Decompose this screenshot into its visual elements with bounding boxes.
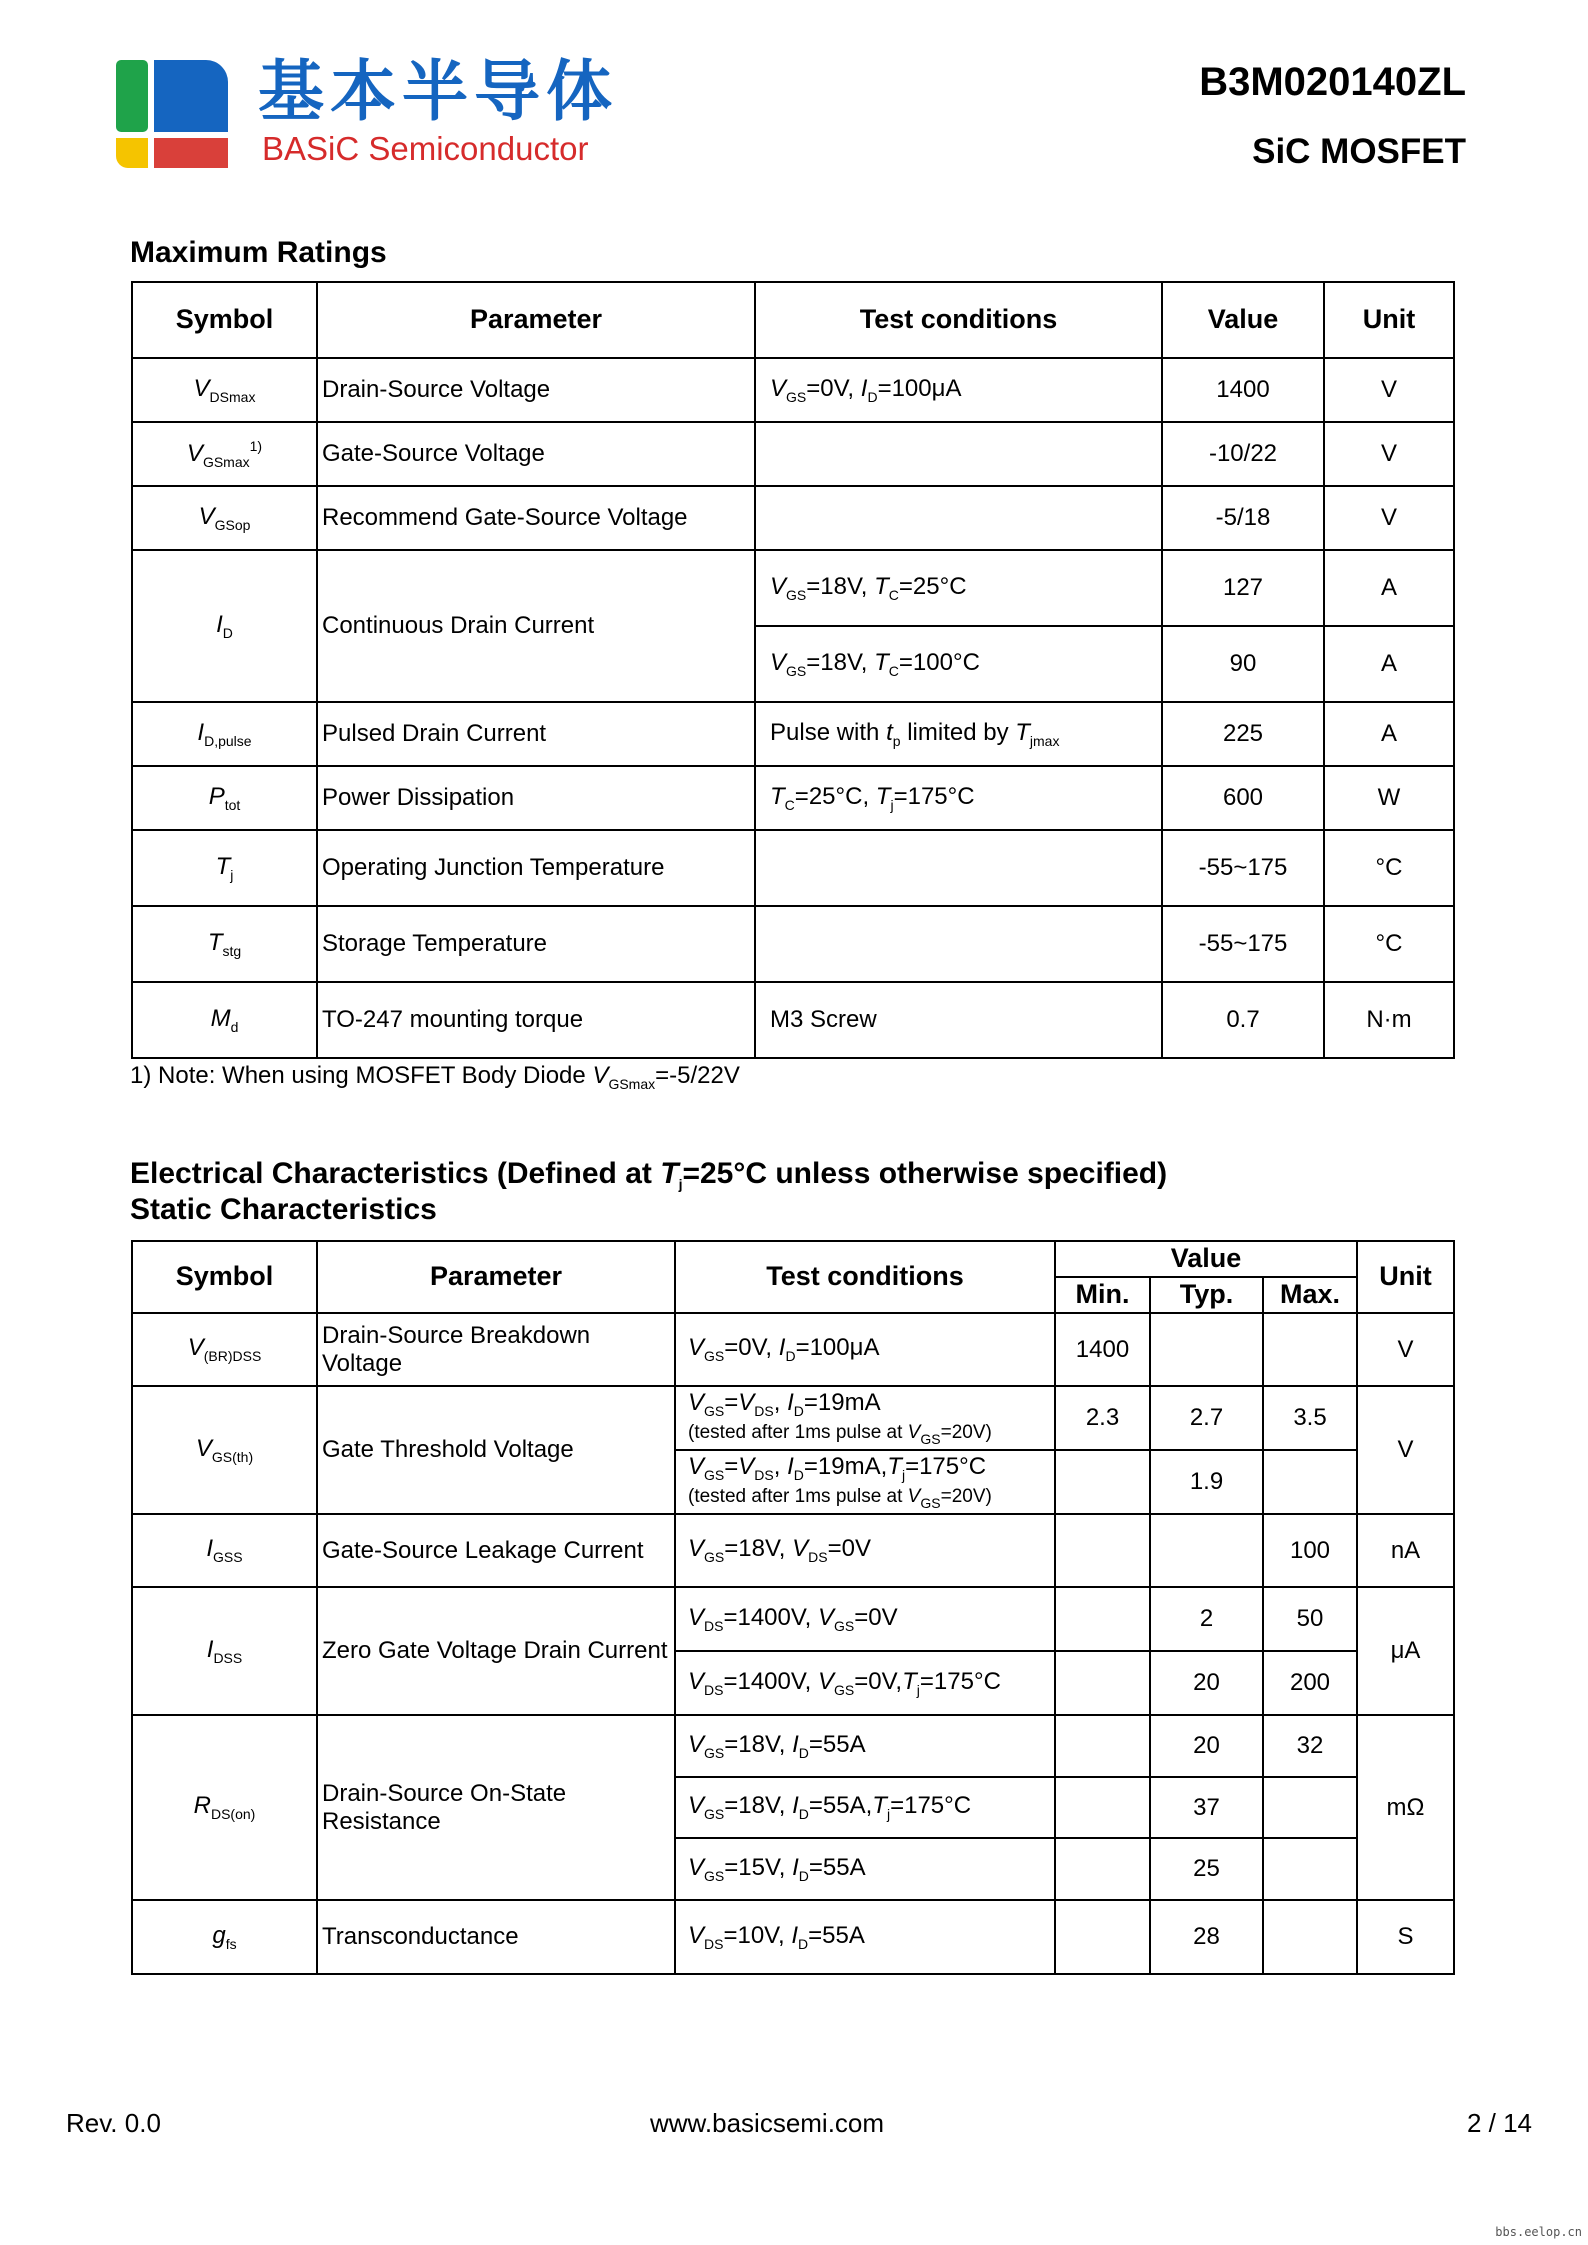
- value-cell: -55~175: [1162, 830, 1324, 906]
- condition-cell: [755, 906, 1162, 982]
- typ-cell: 20: [1150, 1715, 1263, 1777]
- value-cell: 600: [1162, 766, 1324, 830]
- parameter-cell: TO-247 mounting torque: [317, 982, 755, 1058]
- min-cell: [1055, 1587, 1150, 1651]
- logo-english-name: BASiC Semiconductor: [262, 130, 589, 167]
- min-cell: [1055, 1838, 1150, 1900]
- symbol-cell: $I_{D,pulse}$: [132, 702, 317, 766]
- condition-cell: Pulse with $t_p$ limited by $T_{jmax}$: [755, 702, 1162, 766]
- unit-cell: W: [1324, 766, 1454, 830]
- header-unit: Unit: [1357, 1241, 1454, 1313]
- typ-cell: 37: [1150, 1777, 1263, 1838]
- unit-cell: A: [1324, 550, 1454, 626]
- condition-cell: $V_{DS}=10V$, $I_D=55A$: [675, 1900, 1055, 1974]
- max-cell: [1263, 1838, 1357, 1900]
- header-symbol: Symbol: [132, 1241, 317, 1313]
- part-number: B3M020140ZL: [1199, 60, 1466, 104]
- min-cell: [1055, 1450, 1150, 1514]
- max-cell: 3.5: [1263, 1386, 1357, 1450]
- unit-cell: mΩ: [1357, 1715, 1454, 1900]
- symbol-cell: $T_j$: [132, 830, 317, 906]
- min-cell: [1055, 1651, 1150, 1715]
- unit-cell: °C: [1324, 830, 1454, 906]
- condition-cell: $V_{GS}=0V$, $I_D=100\mu A$: [675, 1313, 1055, 1386]
- header-symbol: Symbol: [132, 282, 317, 358]
- revision-label: Rev. 0.0: [66, 2108, 161, 2138]
- value-cell: 225: [1162, 702, 1324, 766]
- body-diode-note: 1) Note: When using MOSFET Body Diode $V_{GSmax}=-5/22V$: [130, 1062, 740, 1092]
- typ-cell: [1150, 1514, 1263, 1587]
- parameter-cell: Gate Threshold Voltage: [317, 1386, 675, 1514]
- table-row: [132, 358, 1454, 422]
- parameter-cell: Storage Temperature: [317, 906, 755, 982]
- website-link[interactable]: www.basicsemi.com: [650, 2108, 885, 2138]
- value-cell: 90: [1162, 626, 1324, 702]
- value-cell: 0.7: [1162, 982, 1324, 1058]
- condition-cell: $T_C=25^\circ C$, $T_j=175^\circ C$: [755, 766, 1162, 830]
- parameter-cell: Drain-Source Voltage: [317, 358, 755, 422]
- header-test-conditions: Test conditions: [675, 1241, 1055, 1313]
- condition-cell: [755, 486, 1162, 550]
- condition-cell: $V_{GS}=15V$, $I_D=55A$: [675, 1838, 1055, 1900]
- condition-cell: $V_{GS}=18V$, $T_C=100^\circ C$: [755, 626, 1162, 702]
- static-characteristics-table: [131, 1240, 1455, 1975]
- condition-cell: $V_{GS}=0V$, $I_D=100\mu A$: [755, 358, 1162, 422]
- unit-cell: μA: [1357, 1587, 1454, 1715]
- table-header-row: [132, 1241, 1454, 1277]
- unit-cell: V: [1324, 422, 1454, 486]
- condition-cell: $V_{DS}=1400V$, $V_{GS}=0V,T_j=175^\circ C$: [675, 1651, 1055, 1715]
- value-cell: -5/18: [1162, 486, 1324, 550]
- max-cell: [1263, 1450, 1357, 1514]
- symbol-cell: $M_d$: [132, 982, 317, 1058]
- max-cell: [1263, 1900, 1357, 1974]
- max-cell: [1263, 1777, 1357, 1838]
- min-cell: [1055, 1900, 1150, 1974]
- symbol-cell: $T_{stg}$: [132, 906, 317, 982]
- min-cell: [1055, 1777, 1150, 1838]
- unit-cell: V: [1357, 1386, 1454, 1514]
- unit-cell: V: [1324, 358, 1454, 422]
- unit-cell: °C: [1324, 906, 1454, 982]
- table-row: [132, 1587, 1454, 1651]
- header-max: Max.: [1263, 1277, 1357, 1313]
- device-type: SiC MOSFET: [1252, 132, 1466, 171]
- parameter-cell: Gate-Source Voltage: [317, 422, 755, 486]
- condition-cell: [755, 422, 1162, 486]
- value-cell: -55~175: [1162, 906, 1324, 982]
- typ-cell: 28: [1150, 1900, 1263, 1974]
- static-characteristics-title: Static Characteristics: [130, 1193, 437, 1226]
- parameter-cell: Continuous Drain Current: [317, 550, 755, 702]
- typ-cell: [1150, 1313, 1263, 1386]
- parameter-cell: Drain-Source On-State Resistance: [317, 1715, 675, 1900]
- table-row: [132, 766, 1454, 830]
- value-cell: -10/22: [1162, 422, 1324, 486]
- symbol-cell: $I_D$: [132, 550, 317, 702]
- parameter-cell: Recommend Gate-Source Voltage: [317, 486, 755, 550]
- symbol-cell: $V_{GS(th)}$: [132, 1386, 317, 1514]
- table-row: [132, 830, 1454, 906]
- typ-cell: 2: [1150, 1587, 1263, 1651]
- symbol-cell: $P_{tot}$: [132, 766, 317, 830]
- unit-cell: S: [1357, 1900, 1454, 1974]
- unit-cell: V: [1324, 486, 1454, 550]
- typ-cell: 1.9: [1150, 1450, 1263, 1514]
- max-ratings-title: Maximum Ratings: [130, 236, 387, 269]
- header-parameter: Parameter: [317, 1241, 675, 1313]
- symbol-cell: $g_{fs}$: [132, 1900, 317, 1974]
- header-parameter: Parameter: [317, 282, 755, 358]
- max-cell: 32: [1263, 1715, 1357, 1777]
- unit-cell: A: [1324, 702, 1454, 766]
- symbol-cell: $V_{(BR)DSS}$: [132, 1313, 317, 1386]
- condition-cell: $V_{GS}=V_{DS}$, $I_D=19mA,T_j=175^\circ C$ (tested after 1ms pulse at $V_{GS}=20V$): [675, 1450, 1055, 1514]
- min-cell: 1400: [1055, 1313, 1150, 1386]
- unit-cell: nA: [1357, 1514, 1454, 1587]
- table-row: [132, 422, 1454, 486]
- condition-cell: $V_{GS}=18V$, $T_C=25^\circ C$: [755, 550, 1162, 626]
- header-test-conditions: Test conditions: [755, 282, 1162, 358]
- min-cell: [1055, 1715, 1150, 1777]
- table-row: [132, 1715, 1454, 1777]
- condition-cell: $V_{GS}=18V$, $V_{DS}=0V$: [675, 1514, 1055, 1587]
- condition-cell: $V_{GS}=18V$, $I_D=55A$: [675, 1715, 1055, 1777]
- table-row: [132, 906, 1454, 982]
- max-cell: [1263, 1313, 1357, 1386]
- table-row: [132, 1386, 1454, 1450]
- table-row: [132, 1313, 1454, 1386]
- table-row: [132, 1900, 1454, 1974]
- table-row: [132, 486, 1454, 550]
- parameter-cell: Drain-Source Breakdown Voltage: [317, 1313, 675, 1386]
- parameter-cell: Gate-Source Leakage Current: [317, 1514, 675, 1587]
- min-cell: 2.3: [1055, 1386, 1150, 1450]
- max-cell: 50: [1263, 1587, 1357, 1651]
- typ-cell: 2.7: [1150, 1386, 1263, 1450]
- unit-cell: V: [1357, 1313, 1454, 1386]
- parameter-cell: Pulsed Drain Current: [317, 702, 755, 766]
- max-cell: 200: [1263, 1651, 1357, 1715]
- header-value: Value: [1055, 1241, 1357, 1277]
- table-row: [132, 550, 1454, 626]
- symbol-cell: $I_{DSS}$: [132, 1587, 317, 1715]
- logo-chinese-name: 基本半导体: [258, 54, 618, 128]
- condition-cell: $V_{GS}=18V$, $I_D=55A,T_j=175^\circ C$: [675, 1777, 1055, 1838]
- parameter-cell: Power Dissipation: [317, 766, 755, 830]
- symbol-cell: $R_{DS(on)}$: [132, 1715, 317, 1900]
- table-header-row: [132, 282, 1454, 358]
- table-row: [132, 1514, 1454, 1587]
- condition-cell: $V_{DS}=1400V$, $V_{GS}=0V$: [675, 1587, 1055, 1651]
- header-min: Min.: [1055, 1277, 1150, 1313]
- symbol-cell: $V_{DSmax}$: [132, 358, 317, 422]
- unit-cell: N·m: [1324, 982, 1454, 1058]
- condition-cell: $V_{GS}=V_{DS}$, $I_D=19mA$ (tested after 1ms pulse at $V_{GS}=20V$): [675, 1386, 1055, 1450]
- page-number: 2 / 14: [1466, 2108, 1532, 2138]
- condition-cell: M3 Screw: [755, 982, 1162, 1058]
- unit-cell: A: [1324, 626, 1454, 702]
- typ-cell: 20: [1150, 1651, 1263, 1715]
- header-value: Value: [1162, 282, 1324, 358]
- symbol-cell: $I_{GSS}$: [132, 1514, 317, 1587]
- symbol-cell: $V_{GSmax}^{1)}$: [132, 422, 317, 486]
- parameter-cell: Operating Junction Temperature: [317, 830, 755, 906]
- header-unit: Unit: [1324, 282, 1454, 358]
- typ-cell: 25: [1150, 1838, 1263, 1900]
- company-logo-icon: [116, 60, 228, 168]
- value-cell: 1400: [1162, 358, 1324, 422]
- parameter-cell: Zero Gate Voltage Drain Current: [317, 1587, 675, 1715]
- value-cell: 127: [1162, 550, 1324, 626]
- header-typ: Typ.: [1150, 1277, 1263, 1313]
- electrical-characteristics-title: Electrical Characteristics (Defined at $T_j=25^\circ C$ unless otherwise specified): [130, 1157, 1168, 1192]
- table-row: [132, 702, 1454, 766]
- max-ratings-table: [131, 281, 1455, 1059]
- parameter-cell: Transconductance: [317, 1900, 675, 1974]
- condition-cell: [755, 830, 1162, 906]
- watermark: bbs.eelop.cn: [1495, 2225, 1582, 2239]
- max-cell: 100: [1263, 1514, 1357, 1587]
- min-cell: [1055, 1514, 1150, 1587]
- symbol-cell: $V_{GSop}$: [132, 486, 317, 550]
- table-row: [132, 982, 1454, 1058]
